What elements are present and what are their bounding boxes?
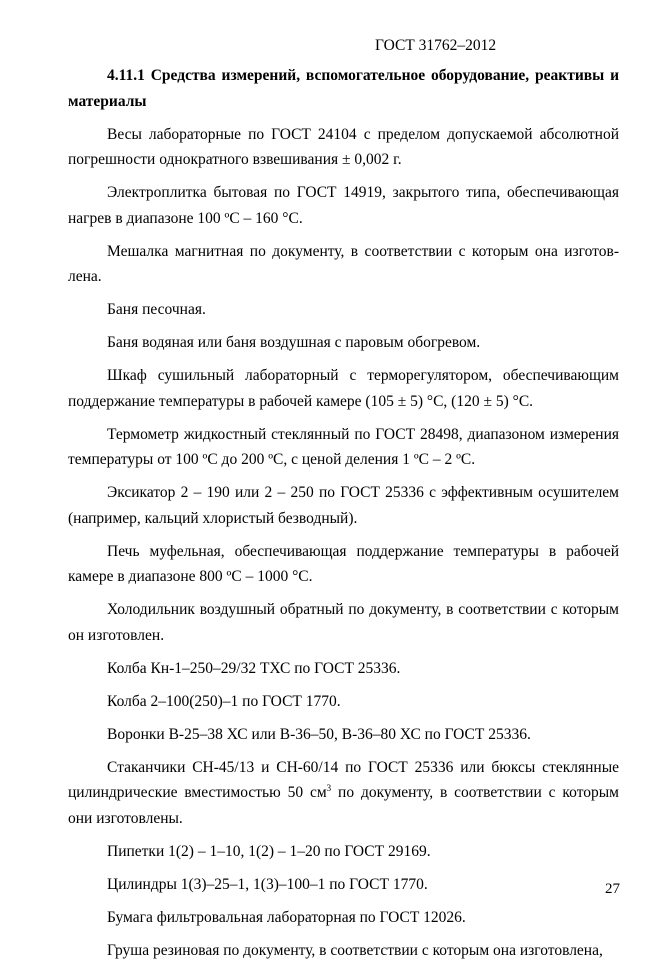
paragraph-rubber-bulb: Груша резиновая по документу, в соответствии с которым она изготовлена, (107, 941, 603, 959)
paragraph-filter-paper: Бумага фильтровальная лабораторная по ГОСТ 12026. (107, 908, 466, 926)
cups-text-before: Стаканчики СН-45/13 и СН-60/14 по ГОСТ 25336 или бюксы стеклянные цилиндрические вместимостью 50 см (68, 758, 619, 801)
paragraph-scales: Весы лабораторные по ГОСТ 24104 с пределом допускаемой абсолютной погрешности однократного взвешивания ± 0,002 г. (68, 125, 619, 168)
paragraph-sand-bath: Баня песочная. (107, 301, 206, 318)
paragraph-thermometer: Термометр жидкостный стеклянный по ГОСТ 28498, диапазоном измерения температуры от 100 ºС до 200 ºС, с ценой деления 1 ºС – 2 ºС. (68, 425, 619, 468)
paragraph-drying-oven: Шкаф сушильный лабораторный с терморегулятором, обеспечивающим поддержание температуры в рабочей камере (105 ± 5) °С, (120 ± 5) °С. (68, 367, 619, 410)
paragraph-muffle-furnace: Печь муфельная, обеспечивающая поддержание температуры в рабочей камере в диапазоне 800 ºС – 1000 °С. (68, 542, 619, 585)
page-header-standard: ГОСТ 31762–2012 (375, 37, 497, 54)
paragraph-weighing-cups (68, 755, 619, 832)
paragraph-magnetic-stirrer: Мешалка магнитная по документу, в соответствии с которым она изготовлена. (68, 242, 619, 285)
cups-superscript: 3 (326, 782, 332, 793)
paragraph-water-bath: Баня водяная или баня воздушная с паровым обогревом. (107, 334, 481, 351)
section-heading: 4.11.1 Средства измерений, вспомогательное оборудование, реактивы и материалы (68, 67, 619, 110)
paragraph-condenser: Холодильник воздушный обратный по документу, в соответствии с которым он изготовлен. (68, 601, 619, 644)
page-number: 27 (605, 881, 620, 897)
paragraph-desiccator: Эксикатор 2 – 190 или 2 – 250 по ГОСТ 25336 с эффективным осушителем (например, кальций хлористый безводный). (68, 484, 619, 527)
document-body (68, 63, 619, 971)
paragraph-cylinders: Цилиндры 1(3)–25–1, 1(3)–100–1 по ГОСТ 1770. (107, 875, 428, 893)
paragraph-flask-kn: Колба Кн-1–250–29/32 ТХС по ГОСТ 25336. (107, 659, 401, 677)
cups-text-after: по документу, в соответствии с которым они изготовлены. (68, 784, 619, 827)
paragraph-hotplate: Электроплитка бытовая по ГОСТ 14919, закрытого типа, обеспечивающая нагрев в диапазоне 100 ºС – 160 °С. (68, 184, 619, 227)
paragraph-pipettes: Пипетки 1(2) – 1–10, 1(2) – 1–20 по ГОСТ 29169. (107, 842, 431, 860)
paragraph-funnels: Воронки В-25–38 ХС или В-36–50, В-36–80 ХС по ГОСТ 25336. (107, 725, 531, 743)
paragraph-volumetric-flask: Колба 2–100(250)–1 по ГОСТ 1770. (107, 692, 341, 710)
